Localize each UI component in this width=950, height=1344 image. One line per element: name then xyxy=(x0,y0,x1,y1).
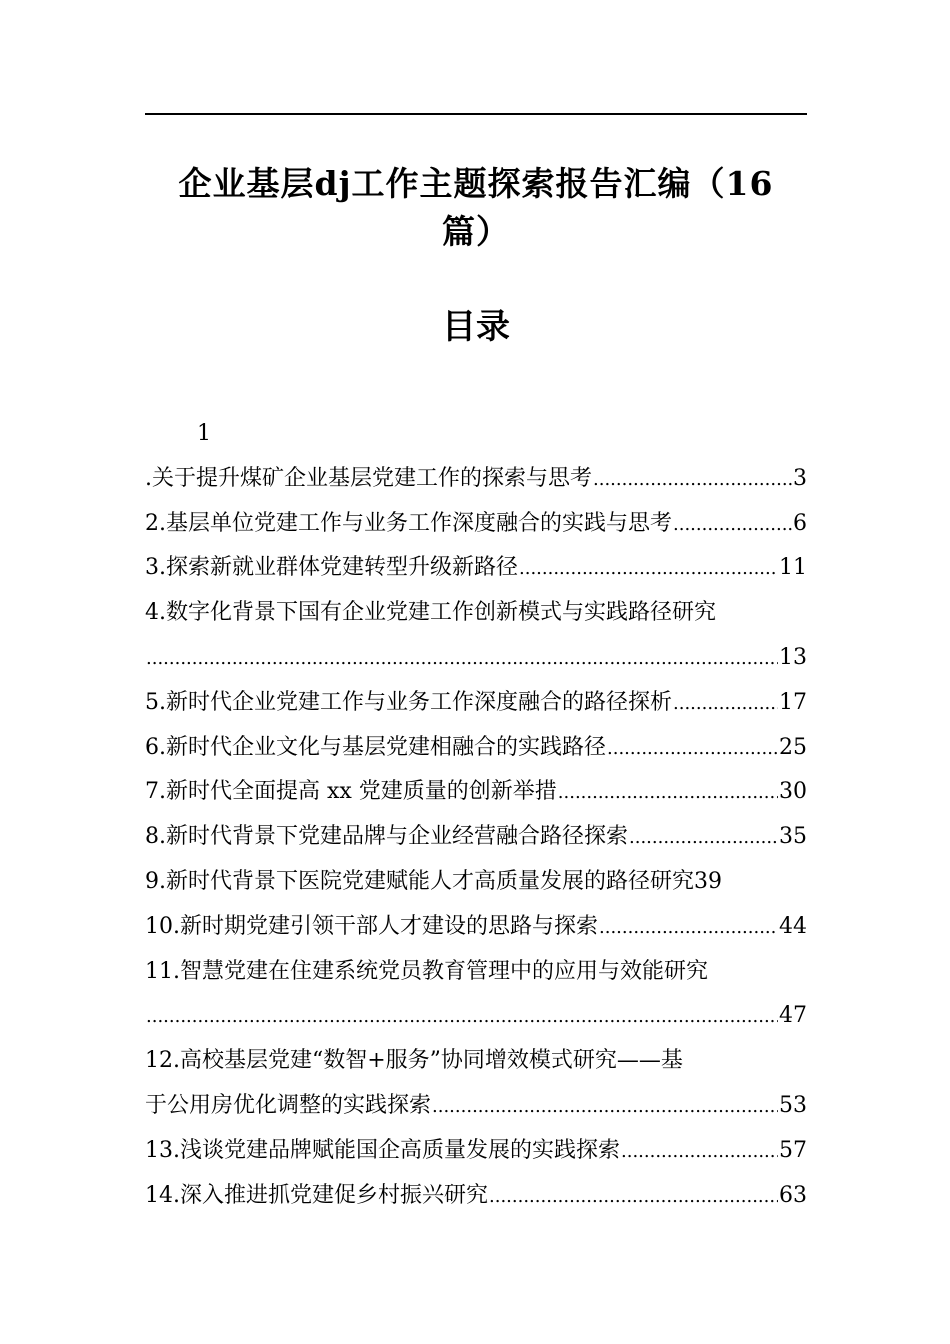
toc-entry-page: 17 xyxy=(779,689,807,715)
toc-entry-9[interactable] xyxy=(145,860,807,905)
leader-dots xyxy=(432,1085,778,1130)
toc-entry-label: 11.智慧党建在住建系统党员教育管理中的应用与效能研究 xyxy=(145,958,708,984)
toc-entry-8[interactable] xyxy=(145,815,807,860)
toc-entry-2[interactable] xyxy=(145,502,807,547)
leader-dots xyxy=(146,637,778,682)
leader-dots xyxy=(593,458,792,503)
toc-entry-page: 44 xyxy=(779,913,807,939)
toc-entry-page: 30 xyxy=(779,779,807,805)
leader-dots xyxy=(629,816,778,861)
top-rule xyxy=(145,113,807,115)
toc-entry-1[interactable] xyxy=(145,457,807,502)
title-line-1: 企业基层dj工作主题探索报告汇编（16 xyxy=(178,164,774,203)
toc-entry-label: 6.新时代企业文化与基层党建相融合的实践路径 xyxy=(145,734,606,760)
document-title xyxy=(145,160,807,256)
leader-dots xyxy=(146,995,778,1040)
toc-entry-page: 39 xyxy=(694,868,722,894)
toc-entry-label: 8.新时代背景下党建品牌与企业经营融合路径探索 xyxy=(145,824,628,850)
toc-entry-4-page-line[interactable] xyxy=(145,636,807,681)
toc-entry-label: 13.浅谈党建品牌赋能国企高质量发展的实践探索 xyxy=(145,1137,620,1163)
toc-entry-1-number: 1 xyxy=(197,421,211,446)
toc-entry-page: 35 xyxy=(779,824,807,850)
leader-dots xyxy=(558,771,778,816)
toc-entry-page: 63 xyxy=(779,1182,807,1208)
toc-entry-page: 13 xyxy=(779,644,807,670)
toc-entry-label: 9.新时代背景下医院党建赋能人才高质量发展的路径研究 xyxy=(145,868,694,894)
toc-entry-label: 10.新时期党建引领干部人才建设的思路与探索 xyxy=(145,913,598,939)
toc-entry-6[interactable] xyxy=(145,726,807,771)
title-line-2: 篇） xyxy=(442,212,510,251)
toc-entry-5[interactable] xyxy=(145,681,807,726)
toc-entry-10[interactable] xyxy=(145,905,807,950)
toc-entry-page: 47 xyxy=(779,1003,807,1029)
leader-dots xyxy=(673,682,778,727)
toc-entry-label: 4.数字化背景下国有企业党建工作创新模式与实践路径研究 xyxy=(145,600,716,626)
toc-entry-page: 53 xyxy=(779,1092,807,1118)
leader-dots xyxy=(607,727,778,772)
toc-entry-label: 12.高校基层党建“数智+服务”协同增效模式研究——基 xyxy=(145,1048,683,1074)
toc-entry-label: 于公用房优化调整的实践探索 xyxy=(145,1092,432,1118)
toc-entry-label: 5.新时代企业党建工作与业务工作深度融合的路径探析 xyxy=(145,689,672,715)
leader-dots xyxy=(621,1130,778,1175)
toc-entry-4-label-line[interactable] xyxy=(145,591,807,636)
toc-entry-label: .关于提升煤矿企业基层党建工作的探索与思考 xyxy=(145,465,592,491)
toc-entry-12-line-2[interactable] xyxy=(145,1084,807,1129)
leader-dots xyxy=(599,906,778,951)
leader-dots xyxy=(519,547,778,592)
toc-entry-page: 11 xyxy=(779,555,807,581)
toc-entry-page: 57 xyxy=(779,1137,807,1163)
toc-entry-label: 2.基层单位党建工作与业务工作深度融合的实践与思考 xyxy=(145,510,672,536)
toc-entry-14[interactable] xyxy=(145,1174,807,1219)
toc-entry-label: 7.新时代全面提高 xx 党建质量的创新举措 xyxy=(145,779,557,805)
toc-entry-label: 3.探索新就业群体党建转型升级新路径 xyxy=(145,555,518,581)
toc-entry-label: 14.深入推进抓党建促乡村振兴研究 xyxy=(145,1182,488,1208)
toc-entry-page: 3 xyxy=(793,465,807,491)
toc-entry-1-number-line xyxy=(145,412,807,457)
table-of-contents xyxy=(145,412,807,1218)
toc-heading: 目录 xyxy=(442,307,510,347)
leader-dots xyxy=(673,503,792,548)
toc-entry-page: 6 xyxy=(793,510,807,536)
toc-entry-page: 25 xyxy=(779,734,807,760)
toc-entry-11-label-line[interactable] xyxy=(145,950,807,995)
toc-entry-13[interactable] xyxy=(145,1129,807,1174)
leader-dots xyxy=(489,1175,778,1220)
toc-entry-12-line-1[interactable] xyxy=(145,1039,807,1084)
toc-entry-11-page-line[interactable] xyxy=(145,994,807,1039)
toc-entry-3[interactable] xyxy=(145,546,807,591)
toc-entry-7[interactable] xyxy=(145,770,807,815)
